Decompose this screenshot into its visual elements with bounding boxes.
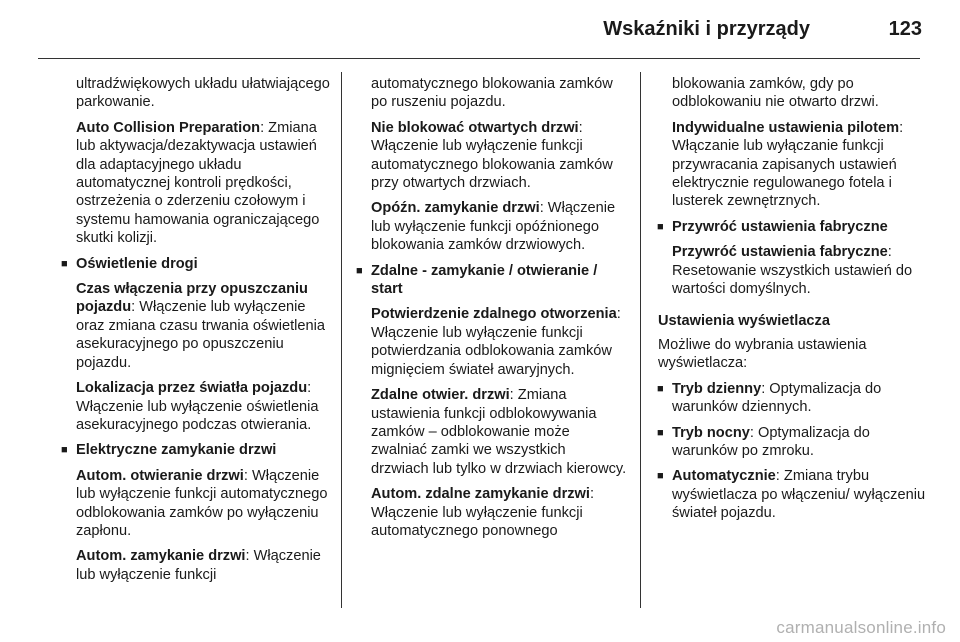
paragraph [357, 199, 627, 254]
paragraph [658, 243, 938, 298]
term: Autom. zdalne zamykanie drzwi [371, 486, 590, 503]
term: Nie blokować otwartych drzwi [371, 119, 579, 136]
paragraph [357, 386, 627, 478]
paragraph [357, 305, 627, 379]
term: Potwierdzenie zdalnego otworzenia [371, 306, 617, 323]
term: Indywidualne ustawienia pilotem [672, 119, 900, 136]
paragraph: ultradźwiękowych układu ułatwiającego parkowanie. [76, 76, 330, 111]
definition: : Włączenie lub wyłączenie oświetlenia asekuracyjnego podczas otwierania. [76, 380, 319, 433]
column-1 [62, 75, 332, 584]
definition: : Optymalizacja do warunków dziennych. [672, 380, 882, 416]
definition: : Włączenie lub wyłączenie funkcji automatycznego odblokowania zamków po wyłączeniu zapłonu. [76, 467, 328, 539]
definition: : Włączenie lub wyłączenie funkcji opóźnionego blokowania zamków drzwiowych. [371, 200, 616, 254]
bullet-heading [357, 262, 627, 299]
term: Auto Collision Preparation [76, 119, 261, 136]
bullet-heading-text: Przywróć ustawienia fabryczne [672, 218, 888, 235]
term: Opóźn. zamykanie drzwi [371, 200, 540, 217]
paragraph [357, 485, 627, 540]
term: Tryb dzienny [672, 380, 762, 397]
column-divider-2 [640, 72, 641, 608]
term: Tryb nocny [672, 424, 750, 441]
column-3 [658, 75, 938, 523]
term: Czas włączenia przy opuszczaniu pojazdu [76, 281, 308, 316]
page-header-title: Wskaźniki i przyrządy [603, 18, 810, 40]
paragraph [62, 547, 332, 584]
term: Przywróć ustawienia fabryczne [672, 244, 888, 261]
paragraph [62, 280, 332, 372]
list-item [658, 467, 938, 522]
bullet-heading [658, 218, 938, 236]
definition: : Zmiana lub aktywacja/dezaktywacja ustawień dla adaptacyjnego układu automatycznej kontroli prędkości, ostrzeżenia o zderzeniu czołowym i systemu hamowania ograniczającego skutki kolizji. [76, 119, 320, 247]
bullet-heading-text: Zdalne - zamykanie / otwieranie / start [371, 262, 598, 298]
paragraph: Możliwe do wybrania ustawienia wyświetlacza: [658, 336, 867, 372]
definition: : Włączenie lub wyłączenie funkcji [76, 548, 321, 583]
term: Zdalne otwier. drzwi [371, 387, 510, 404]
bullet-heading [62, 255, 332, 273]
term: Autom. otwieranie drzwi [76, 467, 244, 484]
paragraph: automatycznego blokowania zamków po ruszeniu pojazdu. [371, 76, 613, 111]
definition: : Włączanie lub wyłączanie funkcji przywracania zapisanych ustawień elektrycznie regulowanego fotela i lusterek zewnętrznych. [672, 119, 904, 210]
paragraph: blokowania zamków, gdy po odblokowaniu nie otwarto drzwi. [672, 76, 879, 111]
paragraph [62, 119, 332, 248]
definition: : Włączenie lub wyłączenie funkcji potwierdzania odblokowania zamków mignięciem świateł awaryjnych. [371, 306, 621, 378]
definition: : Resetowanie wszystkich ustawień do wartości domyślnych. [672, 244, 913, 298]
header-rule [38, 58, 920, 59]
definition: : Włączenie lub wyłączenie oraz zmiana czasu trwania oświetlenia asekuracyjnego po opuszczeniu pojazdu. [76, 299, 326, 371]
definition: : Zmiana ustawienia funkcji odblokowywania zamków – odblokowanie może zwalniać zamki we wszystkich drzwiach lub tylko w drzwiach kierowcy. [371, 387, 627, 477]
paragraph [62, 467, 332, 541]
bullet-heading [62, 441, 332, 459]
watermark: carmanualsonline.info [776, 618, 946, 637]
section-heading: Ustawienia wyświetlacza [658, 313, 830, 330]
page-number: 123 [888, 18, 922, 40]
definition: : Włączenie lub wyłączenie funkcji automatycznego blokowania zamków przy otwartych drzwiach. [371, 119, 613, 192]
column-2 [357, 75, 627, 540]
bullet-heading-text: Oświetlenie drogi [76, 255, 198, 272]
term: Automatycznie [672, 468, 776, 485]
definition: : Zmiana trybu wyświetlacza po włączeniu/ wyłączeniu świateł pojazdu. [672, 468, 926, 522]
bullet-heading-text: Elektryczne zamykanie drzwi [76, 442, 277, 459]
list-item [658, 380, 938, 417]
paragraph [357, 119, 627, 193]
column-divider-1 [341, 72, 342, 608]
definition: : Włączenie lub wyłączenie funkcji automatycznego ponownego [371, 486, 595, 539]
definition: : Optymalizacja do warunków po zmroku. [672, 424, 870, 459]
paragraph [62, 379, 332, 434]
term: Autom. zamykanie drzwi [76, 548, 246, 565]
list-item [658, 424, 938, 461]
term: Lokalizacja przez światła pojazdu [76, 380, 308, 397]
paragraph [658, 119, 938, 211]
